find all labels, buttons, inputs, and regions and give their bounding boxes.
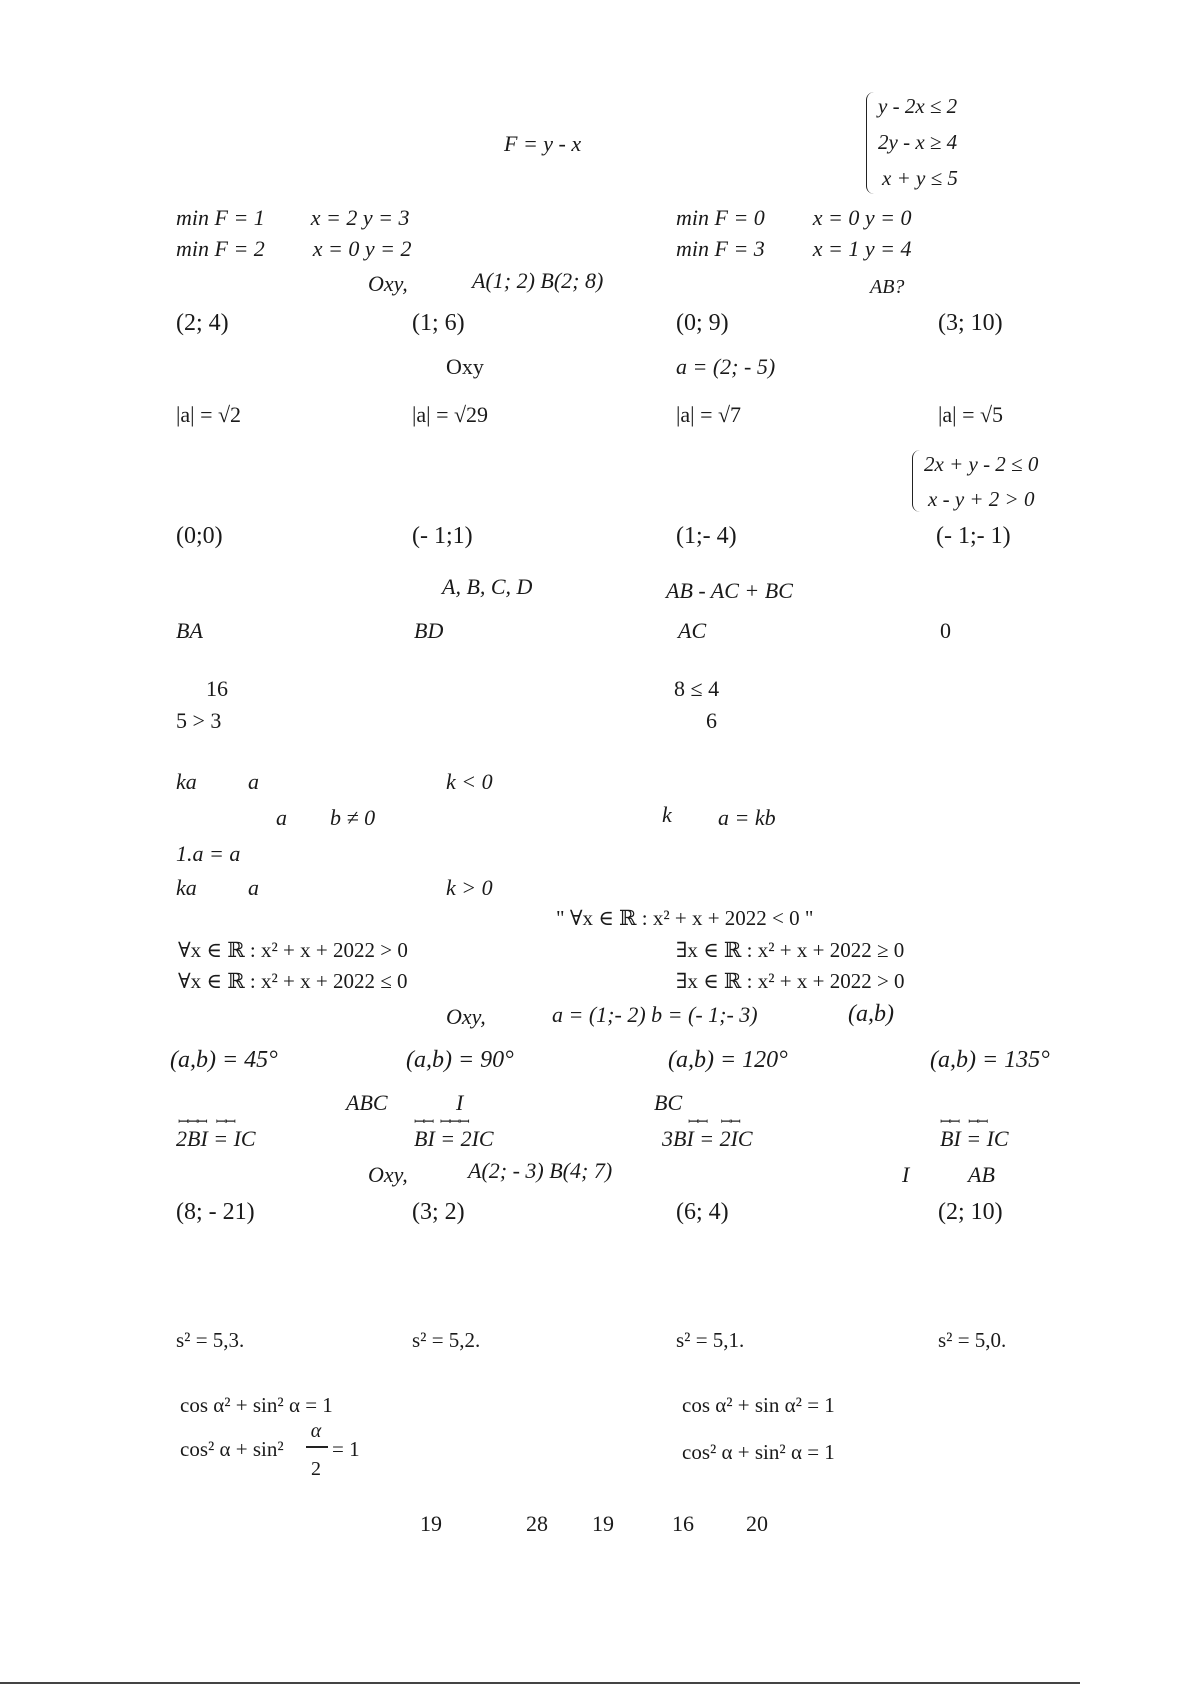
q13-fraction-numerator: α bbox=[310, 1420, 322, 1442]
q10-option-b: BI = 2IC bbox=[414, 1126, 494, 1151]
q1-system bbox=[866, 92, 986, 198]
q12-option-a: s² = 5,3. bbox=[176, 1328, 245, 1352]
q13-option-c-tail: = 1 bbox=[332, 1437, 360, 1461]
q2-plane: Oxy, bbox=[368, 271, 408, 296]
q3-option-a: |a| = √2 bbox=[176, 402, 242, 427]
q10-option-a: 2BI = IC bbox=[176, 1126, 256, 1151]
q5-option-c: AC bbox=[678, 618, 707, 643]
fraction-bar bbox=[306, 1446, 328, 1448]
vector-arrow-marks: ꟷꟷ ꟷꟷꟷ bbox=[414, 1114, 469, 1129]
q13-option-d: cos² α + sin² α = 1 bbox=[682, 1440, 835, 1464]
q7-line-4-b: a bbox=[248, 875, 259, 900]
q8-option-d: ∃x ∈ ℝ : x² + x + 2022 > 0 bbox=[676, 969, 905, 993]
q1-objective: F = y - x bbox=[504, 131, 582, 156]
q6-option-c: 5 > 3 bbox=[176, 708, 222, 733]
q1-option-d: min F = 3 x = 1 y = 4 bbox=[676, 236, 912, 261]
q9-option-b: (a,b) = 90° bbox=[406, 1047, 514, 1073]
vector-arrow-marks: ꟷꟷꟷ ꟷꟷ bbox=[178, 1114, 235, 1129]
q1-option-a: min F = 1 x = 2 y = 3 bbox=[176, 205, 410, 230]
q10-point: I bbox=[456, 1090, 464, 1115]
q2-points: A(1; 2) B(2; 8) bbox=[472, 268, 604, 293]
q6-option-d: 6 bbox=[706, 708, 717, 733]
q13-option-c: cos² α + sin² bbox=[180, 1437, 284, 1461]
q13-option-b: cos α² + sin α² = 1 bbox=[682, 1393, 835, 1417]
q4-option-c: (1;- 4) bbox=[676, 523, 737, 549]
q8-option-b: ∃x ∈ ℝ : x² + x + 2022 ≥ 0 bbox=[676, 938, 905, 962]
q14-num-1: 19 bbox=[420, 1511, 442, 1536]
q12-option-d: s² = 5,0. bbox=[938, 1328, 1007, 1352]
q3-option-b: |a| = √29 bbox=[412, 402, 489, 427]
q1-ineq-3: x + y ≤ 5 bbox=[882, 166, 958, 190]
q3-option-d: |a| = √5 bbox=[938, 402, 1004, 427]
q11-segment: AB bbox=[968, 1162, 995, 1187]
q9-vectors: a = (1;- 2) b = (- 1;- 3) bbox=[552, 1002, 758, 1027]
q4-option-b: (- 1;1) bbox=[412, 523, 473, 549]
q2-option-b: (1; 6) bbox=[412, 310, 465, 336]
q7-line-1-c: k < 0 bbox=[446, 769, 493, 794]
q6-option-b: 8 ≤ 4 bbox=[674, 676, 720, 701]
q4-ineq-1: 2x + y - 2 ≤ 0 bbox=[924, 452, 1039, 476]
q2-ask: AB? bbox=[870, 276, 905, 298]
system-brace bbox=[866, 92, 875, 194]
q14-num-5: 20 bbox=[746, 1511, 768, 1536]
q5-option-d: 0 bbox=[940, 618, 951, 643]
q14-num-4: 16 bbox=[672, 1511, 694, 1536]
q10-side: BC bbox=[654, 1090, 683, 1115]
q4-ineq-2: x - y + 2 > 0 bbox=[928, 487, 1035, 511]
q4-option-d: (- 1;- 1) bbox=[936, 523, 1011, 549]
q10-triangle: ABC bbox=[346, 1090, 388, 1115]
q2-option-a: (2; 4) bbox=[176, 310, 229, 336]
q4-option-a: (0;0) bbox=[176, 523, 223, 549]
q11-option-b: (3; 2) bbox=[412, 1199, 465, 1225]
q13-option-a: cos α² + sin² α = 1 bbox=[180, 1393, 333, 1417]
q7-line-4-c: k > 0 bbox=[446, 875, 493, 900]
q10-option-c: 3BI = 2IC bbox=[662, 1126, 753, 1151]
q14-num-2: 28 bbox=[526, 1511, 548, 1536]
page-bottom-rule bbox=[0, 1682, 1080, 1684]
q9-plane: Oxy, bbox=[446, 1004, 486, 1029]
q5-expr: AB - AC + BC bbox=[666, 578, 793, 603]
q11-point: I bbox=[902, 1162, 910, 1187]
q6-option-a: 16 bbox=[206, 676, 228, 701]
q10-option-d: BI = IC bbox=[940, 1126, 1009, 1151]
vector-arrow-marks: ꟷꟷ ꟷꟷ bbox=[688, 1114, 740, 1129]
q9-option-a: (a,b) = 45° bbox=[170, 1047, 278, 1073]
q8-option-c: ∀x ∈ ℝ : x² + x + 2022 ≤ 0 bbox=[178, 969, 408, 993]
q5-option-b: BD bbox=[414, 618, 444, 643]
q8-statement: " ∀x ∈ ℝ : x² + x + 2022 < 0 " bbox=[556, 906, 814, 930]
q7-line-1-b: a bbox=[248, 769, 259, 794]
q2-option-c: (0; 9) bbox=[676, 310, 729, 336]
q1-ineq-1: y - 2x ≤ 2 bbox=[878, 94, 958, 118]
q7-line-2-d: a = kb bbox=[718, 805, 776, 830]
q9-option-c: (a,b) = 120° bbox=[668, 1047, 788, 1073]
q7-line-2-c: k bbox=[662, 802, 672, 827]
q13-fraction-denominator: 2 bbox=[311, 1458, 321, 1480]
q12-option-b: s² = 5,2. bbox=[412, 1328, 481, 1352]
q7-line-2-b: b ≠ 0 bbox=[330, 805, 376, 830]
q8-option-a: ∀x ∈ ℝ : x² + x + 2022 > 0 bbox=[178, 938, 408, 962]
q3-plane: Oxy bbox=[446, 354, 484, 379]
vector-arrow-marks: ꟷꟷ ꟷꟷ bbox=[940, 1114, 988, 1129]
q11-option-a: (8; - 21) bbox=[176, 1199, 255, 1225]
q11-plane: Oxy, bbox=[368, 1162, 408, 1187]
q7-line-1-a: ka bbox=[176, 769, 197, 794]
q14-num-3: 19 bbox=[592, 1511, 614, 1536]
q7-line-3: 1.a = a bbox=[176, 841, 241, 866]
q5-points: A, B, C, D bbox=[442, 574, 533, 599]
q2-option-d: (3; 10) bbox=[938, 310, 1003, 336]
q7-line-4-a: ka bbox=[176, 875, 197, 900]
q7-line-2-a: a bbox=[276, 805, 287, 830]
q11-option-c: (6; 4) bbox=[676, 1199, 729, 1225]
q1-option-b: min F = 0 x = 0 y = 0 bbox=[676, 205, 912, 230]
q4-system bbox=[912, 450, 1052, 516]
q9-option-d: (a,b) = 135° bbox=[930, 1047, 1050, 1073]
q3-option-c: |a| = √7 bbox=[676, 402, 742, 427]
q3-vector: a = (2; - 5) bbox=[676, 354, 776, 379]
q5-option-a: BA bbox=[176, 618, 203, 643]
system-brace bbox=[912, 450, 921, 512]
q9-ask: (a,b) bbox=[848, 1001, 894, 1027]
q12-option-c: s² = 5,1. bbox=[676, 1328, 745, 1352]
q11-option-d: (2; 10) bbox=[938, 1199, 1003, 1225]
q1-option-c: min F = 2 x = 0 y = 2 bbox=[176, 236, 412, 261]
q11-points: A(2; - 3) B(4; 7) bbox=[468, 1158, 613, 1183]
q1-ineq-2: 2y - x ≥ 4 bbox=[878, 130, 958, 154]
